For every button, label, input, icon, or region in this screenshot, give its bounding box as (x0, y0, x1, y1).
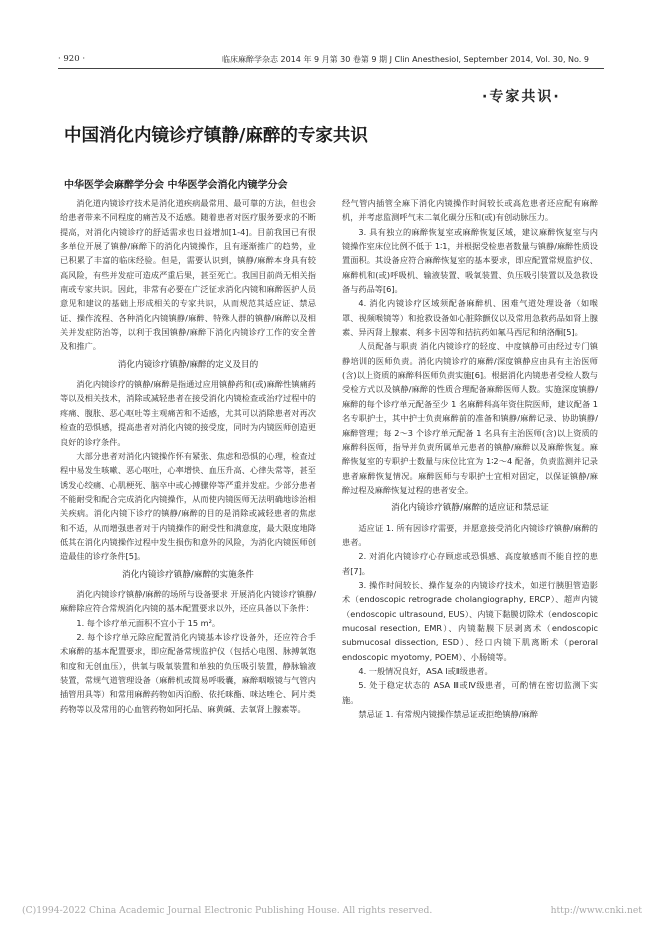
paragraph: 消化道内镜诊疗技术是消化道疾病最常用、最可靠的方法，但也会给患者带来不同程度的痛苦及不适感。随着患者对医疗服务要求的不断提高，对消化内镜诊疗的舒适需求也日益增加[1-4]。目前我国已有很多单位开展了镇静/麻醉下的消化内镜操作，且有逐渐推广的趋势，业已积累了丰富的临床经验。但是，需要认识到，镇静/麻醉本身具有较高风险，有些并发症可造成严重后果，甚至死亡。我国目前尚无相关指南或专家共识。因此，非常有必要在广泛征求消化内镜和麻醉医护人员意见和建议的基础上形成相关的专家共识，从而规范其适应证、禁忌证、操作流程、各种消化内镜镇静/麻醉、特殊人群的镇静/麻醉以及相关并发症防治等，以利于我国镇静/麻醉下消化内镜诊疗工作的安全普及和推广。 (60, 198, 316, 352)
paragraph: 3. 具有独立的麻醉恢复室或麻醉恢复区域，建议麻醉恢复室与内镜操作室床位比例不低于 1∶1，并根据受检患者数量与镇静/麻醉性质设置面积。其设备应符合麻醉恢复室的基本要求，即应配置常规监护仪、麻醉机和(或)呼吸机、输液装置、吸氧装置、负压吸引装置以及急救设备与药品等[6]。 (342, 226, 598, 295)
paragraph: 大部分患者对消化内镜操作怀有紧张、焦虑和恐惧的心理，检查过程中易发生咳嗽、恶心呕吐，心率增快、血压升高、心律失常等，甚至诱发心绞痛、心肌梗死、脑卒中或心搏骤停等严重并发症。少部分患者不能耐受和配合完成消化内镜操作，从而使内镜医师无法明确地诊治相关疾病。消化内镜下诊疗的镇静/麻醉的目的是消除或减轻患者的焦虑和不适，从而增强患者对于内镜操作的耐受性和满意度，最大限度地降低其在消化内镜操作过程中发生损伤和意外的风险，为消化内镜医师创造最佳的诊疗条件[5]。 (60, 450, 316, 562)
header-rule (58, 68, 604, 69)
paragraph: 4. 一般情况良好，ASA Ⅰ或Ⅱ级患者。 (358, 666, 493, 676)
section-heading: 消化内镜诊疗镇静/麻醉的定义及目的 (117, 359, 259, 370)
paragraph: 禁忌证 1. 有常规内镜操作禁忌证或拒绝镇静/麻醉 (358, 709, 538, 720)
section-heading: 消化内镜诊疗镇静/麻醉的适应证和禁忌证 (391, 503, 549, 514)
section-tag: ·专家共识· (482, 89, 561, 105)
right-column (342, 196, 598, 721)
paragraph: 适应证 1. 所有因诊疗需要，并愿意接受消化内镜诊疗镇静/麻醉的患者。 (342, 522, 598, 547)
paragraph: 2. 对消化内镜诊疗心存顾虑或恐惧感、高度敏感而不能自控的患者[7]。 (342, 551, 598, 576)
paragraph: 2. 每个诊疗单元除应配置消化内镜基本诊疗设备外，还应符合手术麻醉的基本配置要求，即应配备常规监护仪（包括心电图、脉搏氧饱和度和无创血压），供氧与吸氧装置和单独的负压吸引装置，静脉输液装置，常规气道管理设备（麻醉机或简易呼吸囊，麻醉咽喉镜与气管内插管用具等）和常用麻醉药物如丙泊酚、依托咪酯、咪达唑仑、阿片类药物等以及常用的心血管药物如阿托品、麻黄碱、去氧肾上腺素等。 (60, 631, 316, 714)
section-heading: 消化内镜诊疗镇静/麻醉的实施条件 (122, 569, 254, 580)
authors: 中华医学会麻醉学分会 中华医学会消化内镜学分会 (64, 180, 288, 191)
page-number: · 920 · (58, 54, 86, 64)
paragraph: 3. 操作时间较长、操作复杂的内镜诊疗技术，如逆行胰胆管造影术（endoscopic retrograde cholangiography, ERCP）、超声内镜（endoscopic ultrasound, EUS）、内镜下黏膜切除术（endoscopic mucosal resection, EMR）、内镜黏膜下层剥离术（endoscopic submucosal dissection, ESD）、经口内镜下肌离断术（peroral endoscopic myotomy, POEM）、小肠镜等。 (342, 579, 598, 662)
paragraph: 经气管内插管全麻下消化内镜操作时间较长或高危患者还应配有麻醉机，并考虑监测呼气末二氧化碳分压和(或)有创动脉压力。 (342, 198, 598, 223)
journal-header: 临床麻醉学杂志 2014 年 9 月第 30 卷第 9 期 J Clin Anesthesiol, September 2014, Vol. 30, No. 9 (222, 55, 589, 64)
paragraph: 消化内镜诊疗镇静/麻醉的场所与设备要求 开展消化内镜诊疗镇静/麻醉除应符合常规消化内镜的基本配置要求以外，还应具备以下条件： (60, 588, 316, 614)
left-column (60, 196, 316, 716)
article-title: 中国消化内镜诊疗镇静/麻醉的专家共识 (64, 126, 368, 146)
copyright-text: (C)1994-2022 China Academic Journal Electronic Publishing House. All rights reserved. (22, 905, 433, 916)
website-link[interactable]: http://www.cnki.net (550, 905, 642, 916)
copyright-footer (22, 905, 642, 916)
paragraph: 5. 处于稳定状态的 ASA Ⅲ或Ⅳ级患者，可酌情在密切监测下实施。 (342, 680, 598, 705)
paragraph: 消化内镜诊疗的镇静/麻醉是指通过应用镇静药和(或)麻醉性镇痛药等以及相关技术，消除或减轻患者在接受消化内镜检查或治疗过程中的疼痛、腹胀、恶心呕吐等主观痛苦和不适感，尤其可以消除患者对再次检查的恐惧感，提高患者对消化内镜的接受度，同时为内镜医师创造更良好的诊疗条件。 (60, 379, 316, 447)
paragraph: 1. 每个诊疗单元面积不宜小于 15 m²。 (76, 617, 221, 628)
paragraph: 4. 消化内镜诊疗区域须配备麻醉机、困难气道处理设备（如喉罩、视频喉镜等）和抢救设备如心脏除颤仪以及常用急救药品如肾上腺素、异丙肾上腺素、利多卡因等和拮抗药如氟马西尼和纳洛酮[5]。 (342, 298, 598, 338)
paragraph: 人员配备与职责 消化内镜诊疗的轻度、中度镇静可由经过专门镇静培训的医师负责。消化内镜诊疗的麻醉/深度镇静应由具有主治医师(含)以上资质的麻醉科医师负责实施[6]。根据消化内镜患者受检人数与受检方式以及镇静/麻醉的性质合理配备麻醉医师人数。实施深度镇静/麻醉的每个诊疗单元配备至少 1 名麻醉科高年资住院医师，建议配备 1 名专职护士，其中护士负责麻醉前的准备和镇静/麻醉记录、协助镇静/麻醉管理；每 2～3 个诊疗单元配备 1 名具有主治医师(含)以上资质的麻醉科医师，指导并负责所属单元患者的镇静/麻醉以及麻醉恢复。麻醉恢复室的专职护士数量与床位比宜为 1∶2～4 配备，负责监测并记录患者麻醉恢复情况。麻醉医师与专职护士宜相对固定，以保证镇静/麻醉过程及麻醉恢复过程的患者安全。 (342, 341, 598, 495)
